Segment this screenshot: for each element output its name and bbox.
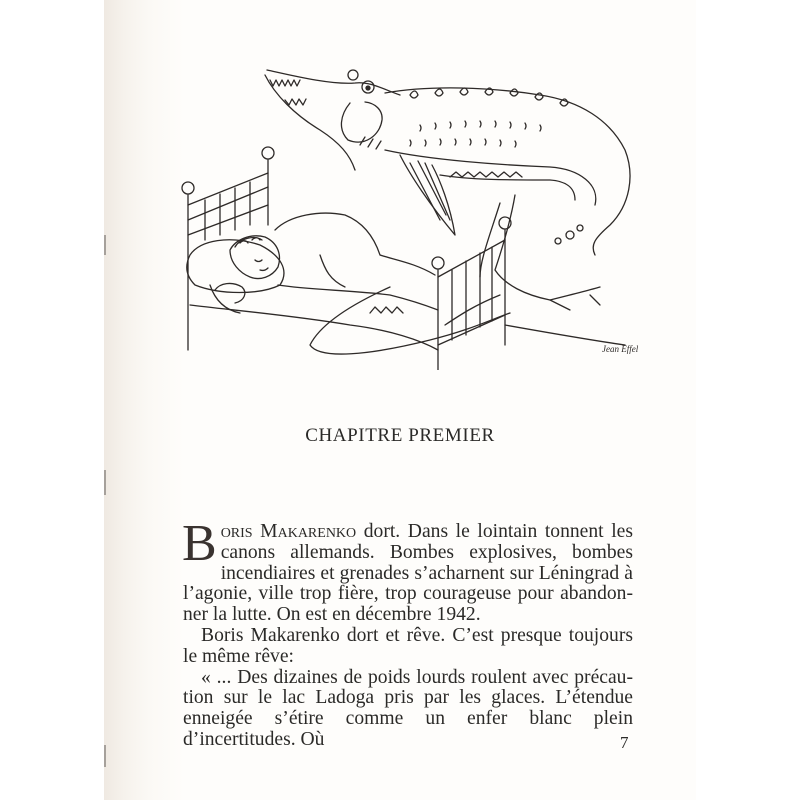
chapter-title: CHAPITRE PREMIER <box>305 425 495 446</box>
paragraph-2: Boris Makarenko dort et rêve. C’est presque toujours le même rêve: <box>183 624 633 667</box>
gutter-mark <box>104 745 106 767</box>
paragraph-3: « ... Des dizaines de poids lourds roulent avec précaution sur le lac Ladoga pris par les glaces. L’étendue enneigée s’étire comme un enfer blanc plein d’incertitudes. Où <box>183 666 633 750</box>
character-name-smallcaps: oris Makarenko <box>220 521 357 542</box>
fish-drawing <box>265 70 630 354</box>
chapter-body-text <box>182 515 633 751</box>
illustration-sleeping-man-and-fish <box>170 55 650 370</box>
paragraph-1 <box>182 515 633 626</box>
bed-drawing <box>182 147 625 370</box>
paragraph-1-text: dort. Dans le lointain tonnent les canons allemands. Bombes explosives, bombes incendiaires et grenades s’acharnent sur Léningrad à l’agonie, ville trop fière, trop courageuse pour abandonner la lutte. On est en décembre 1942. <box>183 521 633 626</box>
drop-cap-letter: B <box>182 515 217 572</box>
gutter-mark <box>104 235 106 255</box>
page-number: 7 <box>620 733 629 752</box>
gutter-mark <box>104 470 106 495</box>
artist-signature: Jean Effel <box>602 344 639 354</box>
